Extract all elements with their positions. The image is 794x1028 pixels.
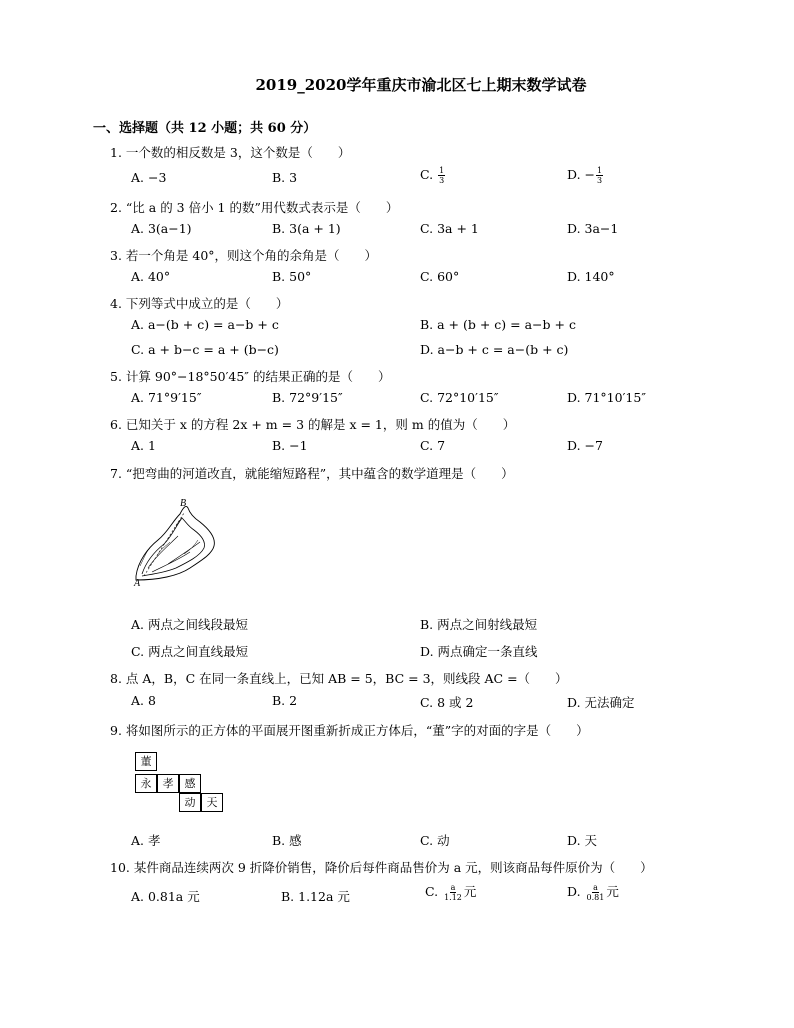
question-7-stem: 7. “把弯曲的河道改直，就能缩短路程”，其中蕴含的数学道理是（ ） [110, 466, 514, 481]
q1-option-b: B. 3 [272, 170, 298, 185]
q7-option-d: D. 两点确定一条直线 [420, 644, 538, 659]
fraction: $\frac{1}{3}$ [597, 166, 603, 185]
section-heading: 一、选择题（共 12 小题；共 60 分） [93, 121, 317, 136]
q10-option-c [425, 882, 476, 902]
q2-option-d: D. 3a−1 [567, 221, 619, 236]
cube-face: 永 [135, 774, 157, 793]
q10-option-c-label: C. [425, 884, 439, 899]
cube-face: 孝 [157, 774, 179, 793]
question-1-stem: 1. 一个数的相反数是 3，这个数是（ ） [110, 145, 351, 160]
q10-option-c-unit: 元 [463, 884, 477, 899]
q9-option-a: A. 孝 [131, 833, 161, 848]
question-6-stem: 6. 已知关于 x 的方程 2x + m = 3 的解是 x = 1，则 m 的值为（ ） [110, 417, 516, 432]
q5-option-d: D. 71°10′15″ [567, 390, 646, 405]
fraction: $\frac{a}{0.81}$ [586, 883, 605, 902]
q6-option-a: A. 1 [131, 438, 156, 453]
q2-option-a: A. 3(a−1) [131, 221, 192, 236]
q1-option-a: A. −3 [131, 170, 167, 185]
q5-option-b: B. 72°9′15″ [272, 390, 343, 405]
question-9-stem: 9. 将如图所示的正方体的平面展开图重新折成正方体后，“董”字的对面的字是（ ） [110, 723, 589, 738]
q8-option-d: D. 无法确定 [567, 695, 635, 710]
question-5-stem: 5. 计算 90°−18°50′45″ 的结果正确的是（ ） [110, 369, 391, 384]
q10-option-a: A. 0.81a 元 [131, 889, 200, 904]
q6-option-d: D. −7 [567, 438, 603, 453]
q7-option-b: B. 两点之间射线最短 [420, 617, 538, 632]
question-3-stem: 3. 若一个角是 40°，则这个角的余角是（ ） [110, 248, 378, 263]
q1-option-c [420, 166, 446, 185]
page-title: 2019_2020学年重庆市渝北区七上期末数学试卷 [255, 76, 587, 94]
q4-option-c: C. a + b−c = a + (b−c) [131, 342, 279, 357]
cube-face: 董 [135, 752, 157, 771]
figure-point-a: A [134, 578, 141, 588]
q3-option-a: A. 40° [131, 269, 171, 284]
q7-option-c: C. 两点之间直线最短 [131, 644, 249, 659]
q10-option-b: B. 1.12a 元 [281, 889, 350, 904]
q2-option-c: C. 3a + 1 [420, 221, 479, 236]
q10-option-d [567, 882, 619, 902]
q1-option-d [567, 166, 604, 185]
question-8-stem: 8. 点 A，B，C 在同一条直线上，已知 AB = 5，BC = 3，则线段 AC =（ ） [110, 671, 568, 686]
q7-option-a: A. 两点之间线段最短 [131, 617, 248, 632]
cube-face: 感 [179, 774, 201, 793]
q9-option-c: C. 动 [420, 833, 450, 848]
q10-option-d-unit: 元 [606, 884, 619, 899]
q6-option-b: B. −1 [272, 438, 308, 453]
fraction: $\frac{a}{1.12}$ [444, 883, 462, 902]
q5-option-c: C. 72°10′15″ [420, 390, 499, 405]
question-10-stem: 10. 某件商品连续两次 9 折降价销售，降价后每件商品售价为 a 元，则该商品每件原价为（ ） [110, 860, 653, 875]
q2-option-b: B. 3(a + 1) [272, 221, 341, 236]
q5-option-a: A. 71°9′15″ [131, 390, 202, 405]
river-figure [128, 496, 228, 588]
cube-face: 天 [201, 793, 223, 812]
fraction: $\frac{1}{3}$ [439, 166, 445, 185]
q8-option-a: A. 8 [131, 693, 156, 708]
q4-option-b: B. a + (b + c) = a−b + c [420, 317, 576, 332]
q8-option-b: B. 2 [272, 693, 298, 708]
q10-option-d-label: D. [567, 884, 581, 899]
q8-option-c: C. 8 或 2 [420, 695, 474, 710]
q1-option-d-label: D. − [567, 167, 595, 182]
q3-option-c: C. 60° [420, 269, 460, 284]
q6-option-c: C. 7 [420, 438, 446, 453]
question-4-stem: 4. 下列等式中成立的是（ ） [110, 296, 289, 311]
question-2-stem: 2. “比 a 的 3 倍小 1 的数”用代数式表示是（ ） [110, 200, 399, 215]
q4-option-a: A. a−(b + c) = a−b + c [131, 317, 279, 332]
q1-option-c-label: C. [420, 167, 434, 182]
q3-option-d: D. 140° [567, 269, 615, 284]
q3-option-b: B. 50° [272, 269, 312, 284]
q9-option-b: B. 感 [272, 833, 302, 848]
cube-face: 动 [179, 793, 201, 812]
q4-option-d: D. a−b + c = a−(b + c) [420, 342, 569, 357]
figure-point-b: B [180, 498, 187, 509]
q9-option-d: D. 天 [567, 833, 598, 848]
